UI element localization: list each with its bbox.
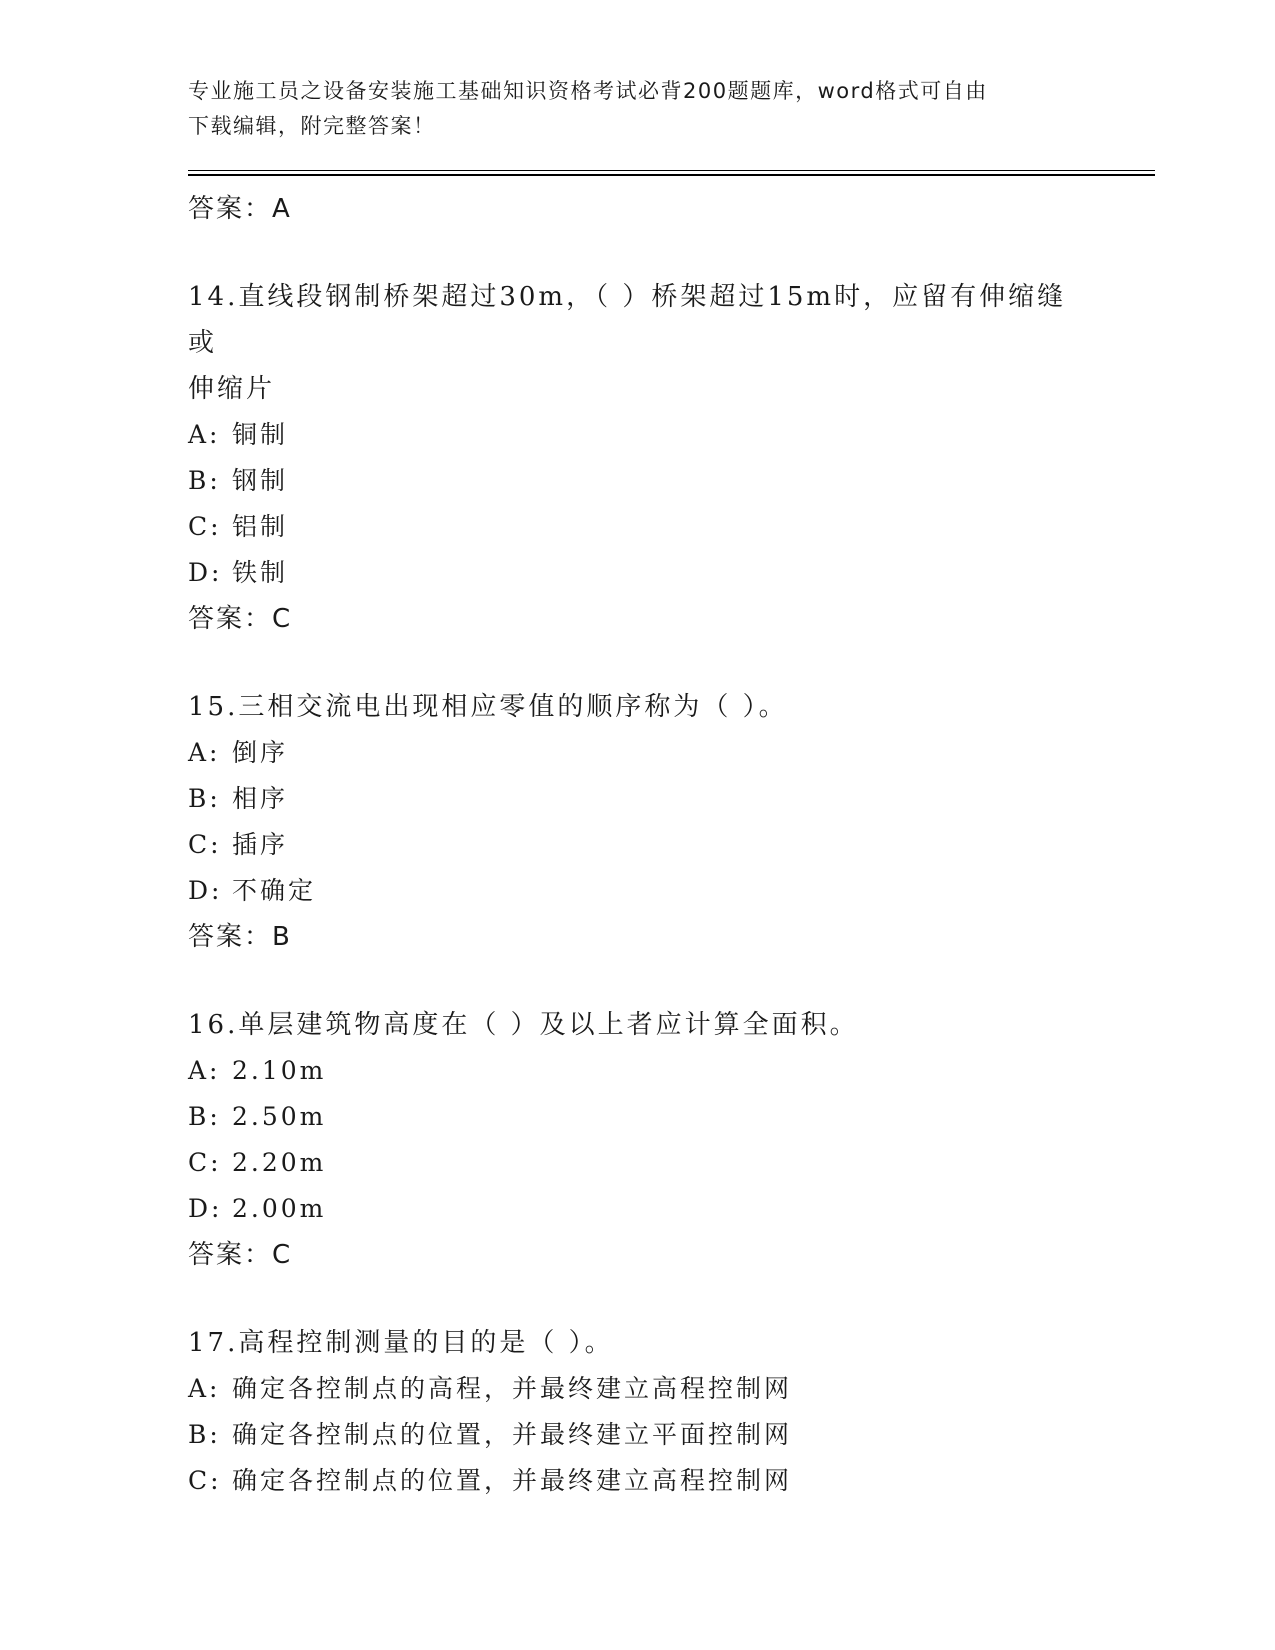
question-list	[188, 186, 1088, 1504]
option-letter: B:	[188, 1102, 221, 1131]
option-item	[188, 730, 1088, 776]
header-divider-thin	[188, 170, 1155, 171]
option-letter: A:	[188, 1056, 221, 1085]
question-text: 17.高程控制测量的目的是（ ）。	[188, 1328, 614, 1358]
option-text: 确定各控制点的位置，并最终建立高程控制网	[232, 1466, 793, 1495]
answer-line: 答案：C	[188, 1240, 293, 1270]
option-item	[188, 1186, 1088, 1232]
question-text-continued: 伸缩片	[188, 374, 276, 404]
option-letter: C:	[188, 1466, 222, 1495]
option-letter: C:	[188, 512, 222, 541]
option-item	[188, 550, 1088, 596]
option-text: 确定各控制点的高程，并最终建立高程控制网	[232, 1374, 793, 1403]
option-text: 2.20m	[232, 1148, 327, 1177]
option-item	[188, 412, 1088, 458]
option-text: 铁制	[232, 558, 289, 587]
option-text: 插序	[232, 830, 289, 859]
option-item	[188, 1094, 1088, 1140]
question-item	[188, 1320, 1088, 1504]
header-divider-thick	[188, 174, 1155, 176]
option-text: 确定各控制点的位置，并最终建立平面控制网	[232, 1420, 793, 1449]
option-item	[188, 1140, 1088, 1186]
option-letter: B:	[188, 784, 221, 813]
option-text: 钢制	[232, 466, 289, 495]
option-letter: C:	[188, 1148, 222, 1177]
option-letter: A:	[188, 420, 221, 449]
option-item	[188, 868, 1088, 914]
option-item	[188, 1048, 1088, 1094]
answer-line: 答案：B	[188, 922, 292, 952]
option-item	[188, 776, 1088, 822]
question-item	[188, 684, 1088, 960]
option-letter: D:	[188, 558, 223, 587]
header-line-1: 专业施工员之设备安装施工基础知识资格考试必背200题题库，word格式可自由	[188, 79, 988, 103]
option-letter: A:	[188, 738, 221, 767]
document-header	[188, 74, 1068, 144]
option-text: 2.00m	[232, 1194, 327, 1223]
option-text: 倒序	[232, 738, 289, 767]
question-text: 14.直线段钢制桥架超过30m，（ ）桥架超过15m时，应留有伸缩缝或	[188, 282, 1067, 358]
question-text: 15.三相交流电出现相应零值的顺序称为（ ）。	[188, 692, 788, 722]
option-text: 铜制	[232, 420, 289, 449]
option-item	[188, 458, 1088, 504]
option-letter: D:	[188, 1194, 223, 1223]
option-item	[188, 1458, 1088, 1504]
option-text: 相序	[232, 784, 289, 813]
option-item	[188, 1366, 1088, 1412]
question-text: 16.单层建筑物高度在（ ）及以上者应计算全面积。	[188, 1010, 859, 1040]
option-letter: C:	[188, 830, 222, 859]
option-letter: B:	[188, 466, 221, 495]
question-item	[188, 274, 1088, 642]
option-item	[188, 1412, 1088, 1458]
answer-line: 答案：A	[188, 194, 292, 224]
option-item	[188, 822, 1088, 868]
option-text: 铝制	[232, 512, 289, 541]
option-item	[188, 504, 1088, 550]
option-letter: A:	[188, 1374, 221, 1403]
option-text: 2.10m	[232, 1056, 327, 1085]
header-line-2: 下载编辑，附完整答案！	[188, 114, 436, 138]
option-text: 2.50m	[232, 1102, 327, 1131]
option-letter: D:	[188, 876, 223, 905]
answer-line: 答案：C	[188, 604, 293, 634]
question-item	[188, 1002, 1088, 1278]
option-letter: B:	[188, 1420, 221, 1449]
option-text: 不确定	[232, 876, 317, 905]
